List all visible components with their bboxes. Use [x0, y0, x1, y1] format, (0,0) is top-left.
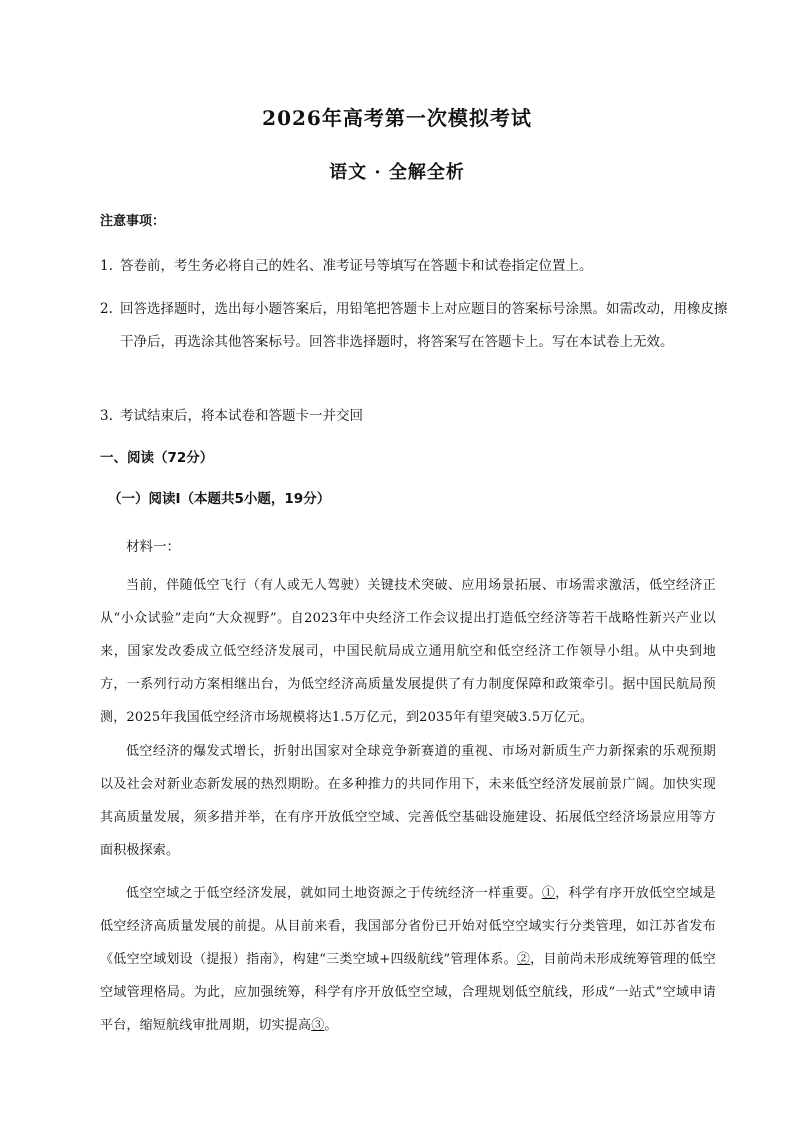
- notice-item-number: 1.: [100, 258, 113, 274]
- paragraph-text: 低空空域之于低空经济发展，就如同土地资源之于传统经济一样重要。: [126, 886, 542, 901]
- material-label: 材料一：: [126, 539, 180, 555]
- notice-item-2: [100, 293, 730, 359]
- paragraph-text: 。: [324, 1018, 338, 1033]
- notice-item-text: 答卷前，考生务必将自己的姓名、准考证号等填写在答题卡和试卷指定位置上。: [120, 258, 593, 274]
- paragraph-2: 低空经济的爆发式增长，折射出国家对全球竞争新赛道的重视、市场对新质生产力新探索的乐观预期以及社会对新业态新发展的热烈期盼。在多种推力的共同作用下，未来低空经济发展前景广阔。加快实现其高质量发展，须多措并举，在有序开放低空空域、完善低空基础设施建设、拓展低空经济场景应用等方面积极探索。: [100, 744, 716, 858]
- notice-item-text: 回答选择题时，选出每小题答案后，用铅笔把答题卡上对应题目的答案标号涂黑。如需改动，用橡皮擦干净后，再选涂其他答案标号。回答非选择题时，将答案写在答题卡上。写在本试卷上无效。: [120, 301, 728, 350]
- page-title: 2026年高考第一次模拟考试: [262, 106, 532, 130]
- paragraph-1: 当前，伴随低空飞行（有人或无人驾驶）关键技术突破、应用场景拓展、市场需求激活，低空经济正从“小众试验”走向“大众视野”。自2023年中央经济工作会议提出打造低空经济等若干战略性新兴产业以来，国家发改委成立低空经济发展司，中国民航局成立通用航空和低空经济工作领导小组。从中央到地方，一系列行动方案相继出台，为低空经济高质量发展提供了有力制度保障和政策牵引。据中国民航局预测，2025年我国低空经济市场规模将达1.5万亿元，到2035年有望突破3.5万亿元。: [100, 578, 716, 725]
- notice-item-3: [100, 400, 730, 433]
- blank-marker-3: ③: [311, 1018, 325, 1033]
- paragraph-text: ，科学有序开放低空空域是低空经济高质量发展的前提。从目前来看，我国部分省份已开始对低空空域实行分类管理，如江苏省发布《低空空域划设（提报）指南》，构建“三类空域+四级航线”管理体系。: [100, 886, 717, 967]
- notice-item-number: 3.: [100, 408, 113, 424]
- paragraph-text: ，目前尚未形成统筹管理的低空空域管理格局。为此，应加强统筹，科学有序开放低空空域，合理规划低空航线，形成“一站式”空域申请平台，缩短航线审批周期，切实提高: [100, 952, 716, 1033]
- notice-heading: 注意事项：: [100, 214, 166, 229]
- blank-marker-1: ①: [541, 886, 556, 901]
- page-subtitle: 语文 · 全解全析: [329, 162, 465, 183]
- section-heading: 一、阅读（72分）: [100, 450, 214, 466]
- paragraph-3: [100, 877, 716, 1042]
- notice-item-number: 2.: [100, 301, 113, 317]
- blank-marker-2: ②: [516, 952, 531, 967]
- notice-item-text: 考试结束后，将本试卷和答题卡一并交回: [120, 408, 363, 424]
- subsection-heading: （一）阅读Ⅰ（本题共5小题，19分）: [108, 491, 331, 507]
- notice-item-1: [100, 250, 730, 283]
